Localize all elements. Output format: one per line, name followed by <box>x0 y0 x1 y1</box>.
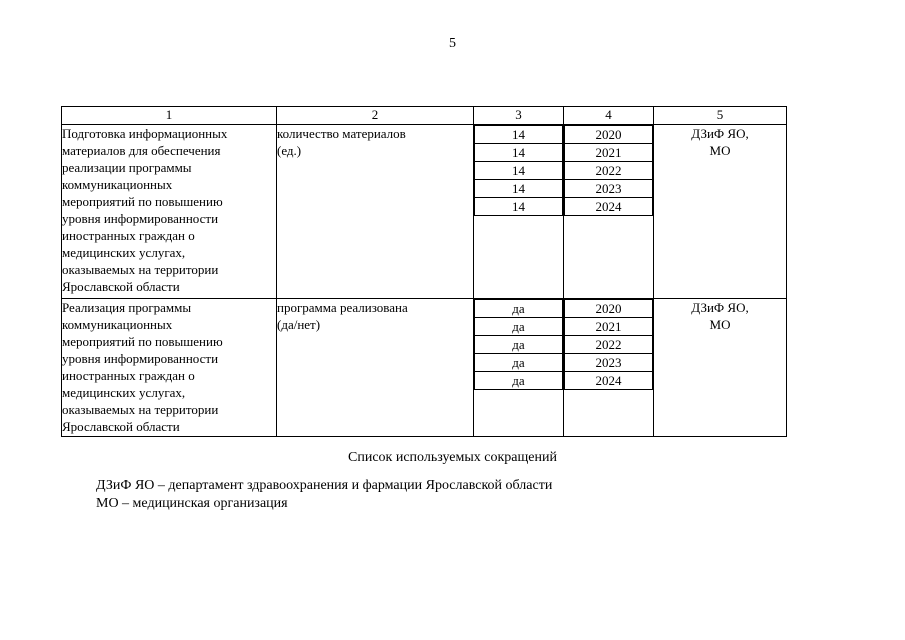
indicator-line: (да/нет) <box>277 317 321 332</box>
header-col-3: 3 <box>474 107 564 125</box>
table-header-row <box>62 107 787 125</box>
activity-cell <box>62 125 277 299</box>
year-list <box>564 299 653 390</box>
table-row <box>62 299 787 437</box>
activity-line: иностранных граждан о <box>62 368 195 383</box>
activities-table <box>61 106 787 437</box>
responsible-line: МО <box>709 143 731 158</box>
activity-line: Ярославской области <box>62 279 180 294</box>
activity-line: Подготовка информационных <box>62 126 228 141</box>
value-item: да <box>475 354 563 372</box>
page-number: 5 <box>449 36 456 51</box>
activity-line: уровня информированности <box>62 351 219 366</box>
indicator-line: количество материалов <box>277 126 406 141</box>
year-item: 2021 <box>565 144 653 162</box>
indicator-line: программа реализована <box>277 300 408 315</box>
abbreviation-item: МО – медицинская организация <box>96 496 288 511</box>
value-item: 14 <box>475 198 563 216</box>
year-item: 2020 <box>565 300 653 318</box>
activity-line: уровня информированности <box>62 211 219 226</box>
year-item: 2022 <box>565 336 653 354</box>
year-list <box>564 125 653 216</box>
value-list <box>474 125 563 216</box>
value-item: да <box>475 318 563 336</box>
header-col-4: 4 <box>564 107 654 125</box>
activity-line: мероприятий по повышению <box>62 194 223 209</box>
header-col-5: 5 <box>654 107 787 125</box>
activity-line: коммуникационных <box>62 317 173 332</box>
activity-line: иностранных граждан о <box>62 228 195 243</box>
year-cell <box>564 125 654 299</box>
year-cell <box>564 299 654 437</box>
table-row <box>62 125 787 299</box>
year-item: 2021 <box>565 318 653 336</box>
responsible-cell <box>654 299 787 437</box>
indicator-line: (ед.) <box>277 143 302 158</box>
activity-line: медицинских услугах, <box>62 245 186 260</box>
year-item: 2023 <box>565 354 653 372</box>
abbreviations-title: Список используемых сокращений <box>348 450 557 465</box>
year-item: 2020 <box>565 126 653 144</box>
indicator-cell <box>277 299 474 437</box>
header-col-1: 1 <box>62 107 277 125</box>
activity-line: оказываемых на территории <box>62 402 219 417</box>
value-cell <box>474 125 564 299</box>
value-item: 14 <box>475 126 563 144</box>
value-list <box>474 299 563 390</box>
activity-line: реализации программы <box>62 160 192 175</box>
header-col-2: 2 <box>277 107 474 125</box>
responsible-line: ДЗиФ ЯО, <box>691 300 749 315</box>
responsible-cell <box>654 125 787 299</box>
activity-line: оказываемых на территории <box>62 262 219 277</box>
responsible-line: ДЗиФ ЯО, <box>691 126 749 141</box>
value-item: 14 <box>475 162 563 180</box>
value-item: 14 <box>475 144 563 162</box>
activity-line: материалов для обеспечения <box>62 143 221 158</box>
value-cell <box>474 299 564 437</box>
value-item: 14 <box>475 180 563 198</box>
activity-cell <box>62 299 277 437</box>
value-item: да <box>475 300 563 318</box>
year-item: 2024 <box>565 372 653 390</box>
value-item: да <box>475 336 563 354</box>
year-item: 2022 <box>565 162 653 180</box>
year-item: 2023 <box>565 180 653 198</box>
abbreviation-item: ДЗиФ ЯО – департамент здравоохранения и фармации Ярославской области <box>96 478 553 493</box>
indicator-cell <box>277 125 474 299</box>
activity-line: мероприятий по повышению <box>62 334 223 349</box>
year-item: 2024 <box>565 198 653 216</box>
activity-line: медицинских услугах, <box>62 385 186 400</box>
activity-line: коммуникационных <box>62 177 173 192</box>
activity-line: Реализация программы <box>62 300 192 315</box>
value-item: да <box>475 372 563 390</box>
responsible-line: МО <box>709 317 731 332</box>
activity-line: Ярославской области <box>62 419 180 434</box>
